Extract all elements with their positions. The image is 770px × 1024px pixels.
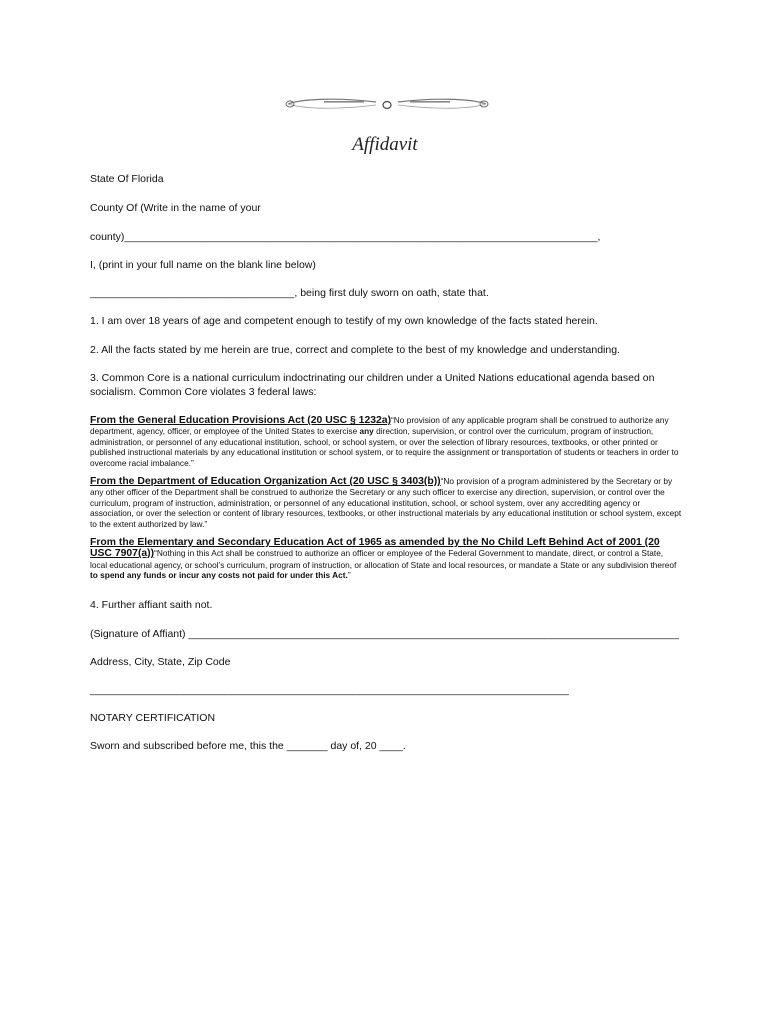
law-1-citation: From the General Education Provisions Act (20 USC § 1232a) <box>90 415 392 426</box>
law-1-emphasis: any <box>359 426 374 437</box>
law-3-text-after: ” <box>347 570 351 581</box>
item-4: 4. Further affiant saith not. <box>90 599 213 611</box>
state-label: State Of Florida <box>90 173 164 185</box>
address-label: Address, City, State, Zip Code <box>90 656 231 668</box>
law-1-text-before: “No provision of any applicable program shall be construed to authorize any department, agency, officer, or employee of the United States to exercise <box>90 415 669 437</box>
law-1-text-after: direction, supervision, or control over the curriculum, program of instruction, administration, or personnel of any educational institution, school, or school system, or over the selection of library resources, textbooks, or other printed or published instructional materials by any educational institution or school system, or to require the assignment or transportation of students or teachers in order to overcome racial imbalance.” <box>90 426 679 468</box>
name-blank-line: ___________________________________, being first duly sworn on oath, state that. <box>90 287 489 299</box>
law-2-citation: From the Department of Education Organization Act (20 USC § 3403(b)) <box>90 476 441 487</box>
law-3-text-before: “Nothing in this Act shall be construed to authorize an officer or employee of the Federal Government to mandate, direct, or control a State, local educational agency, or school’s curriculum, program of instruction, or allocation of State and local resources, or mandate a State or any subdivision thereof <box>90 548 677 570</box>
law-2-text-before: “No provision of a program administered by the Secretary or by any other officer of the Department shall be construed to authorize the Secretary or any such officer to exercise any direction, supervision, or control over the curriculum, program of instruction, administration, or personnel of any educational institution, school, or school system, over any accrediting agency or association, or over the selection or content of library resources, textbooks, or other instructional materials by any educational institution or school system, except to the extent authorized by law.” <box>90 476 682 529</box>
county-label: County Of (Write in the name of your <box>90 202 261 214</box>
item-3: 3. Common Core is a national curriculum indoctrinating our children under a United Nations educational agenda based on socialism. Common Core violates 3 federal laws: <box>90 372 655 398</box>
law-3-citation: From the Elementary and Secondary Education Act of 1965 as amended by the No Child Left Behind Act of 2001 (20 USC 7907(a)) <box>90 537 660 560</box>
decorative-ornament-icon <box>284 96 490 112</box>
sworn-line: Sworn and subscribed before me, this the _______ day of, 20 ____. <box>90 740 406 752</box>
signature-line: (Signature of Affiant) ____________________________________________________________________________________ <box>90 628 679 640</box>
item-2: 2. All the facts stated by me herein are true, correct and complete to the best of my knowledge and understanding. <box>90 344 620 356</box>
law-3-emphasis: to spend any funds or incur any costs not paid for under this Act. <box>90 570 348 581</box>
law-1-paragraph <box>90 415 682 468</box>
county-blank-line: county)_________________________________________________________________________________, <box>90 231 601 243</box>
page-title: Affidavit <box>352 134 418 155</box>
notary-heading: NOTARY CERTIFICATION <box>90 712 216 724</box>
item-1: 1. I am over 18 years of age and competent enough to testify of my own knowledge of the facts stated herein. <box>90 315 598 327</box>
name-instruction: I, (print in your full name on the blank line below) <box>90 259 316 271</box>
law-2-paragraph <box>90 476 682 529</box>
address-blank-line: __________________________________________________________________________________ <box>90 684 569 696</box>
law-3-paragraph <box>90 537 682 581</box>
